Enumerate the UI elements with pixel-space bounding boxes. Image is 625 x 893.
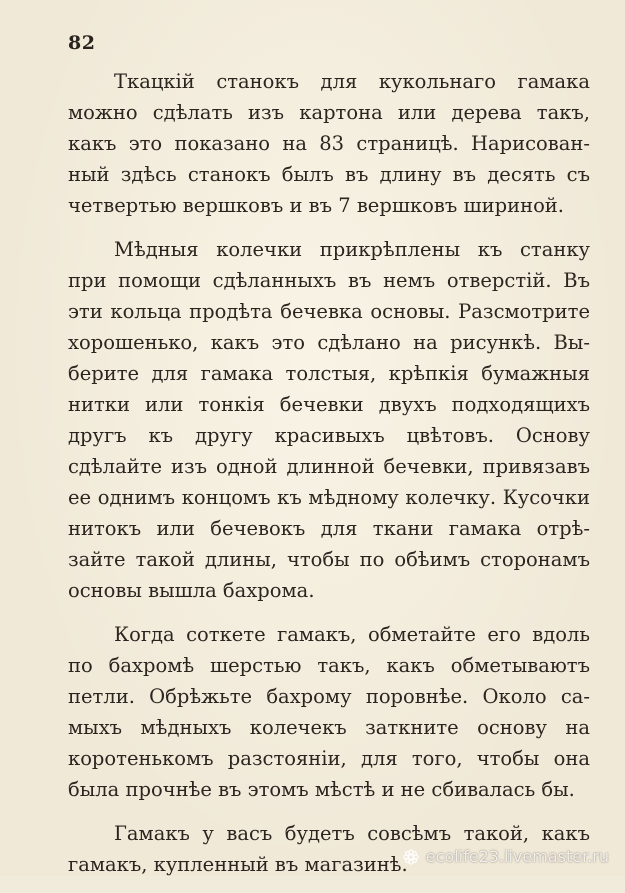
text-line: была прочнѣе въ этомъ мѣстѣ и не сбивалась бы. xyxy=(68,778,575,801)
paragraph-1 xyxy=(68,66,590,221)
text-line: Ткацкій станокъ для кукольнаго гамака xyxy=(114,70,590,93)
text-line: ее однимъ концомъ къ мѣдному колечку. Кусочки xyxy=(68,486,590,509)
text-line: сдѣлайте изъ одной длинной бечевки, привязавъ xyxy=(68,455,590,478)
text-block xyxy=(68,66,590,893)
text-line: четвертью вершковъ и въ 7 вершковъ шириной. xyxy=(68,194,565,217)
text-line: Гамакъ у васъ будетъ совсѣмъ такой, какъ xyxy=(114,822,590,845)
text-line: мыхъ мѣдныхъ колечекъ заткните основу на xyxy=(68,716,590,739)
text-line: берите для гамака толстыя, крѣпкія бумажныя xyxy=(68,362,590,385)
paragraph-3 xyxy=(68,619,590,805)
text-line: можно сдѣлать изъ картона или дерева такъ, xyxy=(68,101,590,124)
text-line: какъ это показано на 83 страницѣ. Нарисован- xyxy=(68,132,590,155)
text-line: ный здѣсь станокъ былъ въ длину въ десять съ xyxy=(68,163,590,186)
paragraph-2 xyxy=(68,234,590,606)
text-line: хорошенько, какъ это сдѣлано на рисункѣ. Вы- xyxy=(68,331,590,354)
text-line: гамакъ, купленный въ магазинѣ. xyxy=(68,853,408,876)
text-line: коротенькомъ разстояніи, для того, чтобы она xyxy=(68,747,590,770)
text-line: Когда соткете гамакъ, обметайте его вдоль xyxy=(114,623,590,646)
text-line: нитки или тонкія бечевки двухъ подходящихъ xyxy=(68,393,590,416)
watermark xyxy=(402,847,609,866)
text-line: зайте такой длины, чтобы по обѣимъ сторонамъ xyxy=(68,548,590,571)
text-line: основы вышла бахрома. xyxy=(68,579,315,602)
text-line: другъ къ другу красивыхъ цвѣтовъ. Основу xyxy=(68,424,590,447)
watermark-text: ecolife23.livemaster.ru xyxy=(425,847,609,866)
text-line: Мѣдныя колечки прикрѣплены къ станку xyxy=(114,238,590,261)
text-line: при помощи сдѣланныхъ въ немъ отверстій. Въ xyxy=(68,269,590,292)
text-line: по бахромѣ шерстью такъ, какъ обметываютъ xyxy=(68,654,590,677)
flower-icon xyxy=(402,848,420,866)
text-line: нитокъ или бечевокъ для ткани гамака отрѣ- xyxy=(68,517,590,540)
page-number: 82 xyxy=(68,32,96,54)
text-line: эти кольца продѣта бечевка основы. Разсмотрите xyxy=(68,300,590,323)
text-line: петли. Обрѣжьте бахрому поровнѣе. Около са- xyxy=(68,685,590,708)
